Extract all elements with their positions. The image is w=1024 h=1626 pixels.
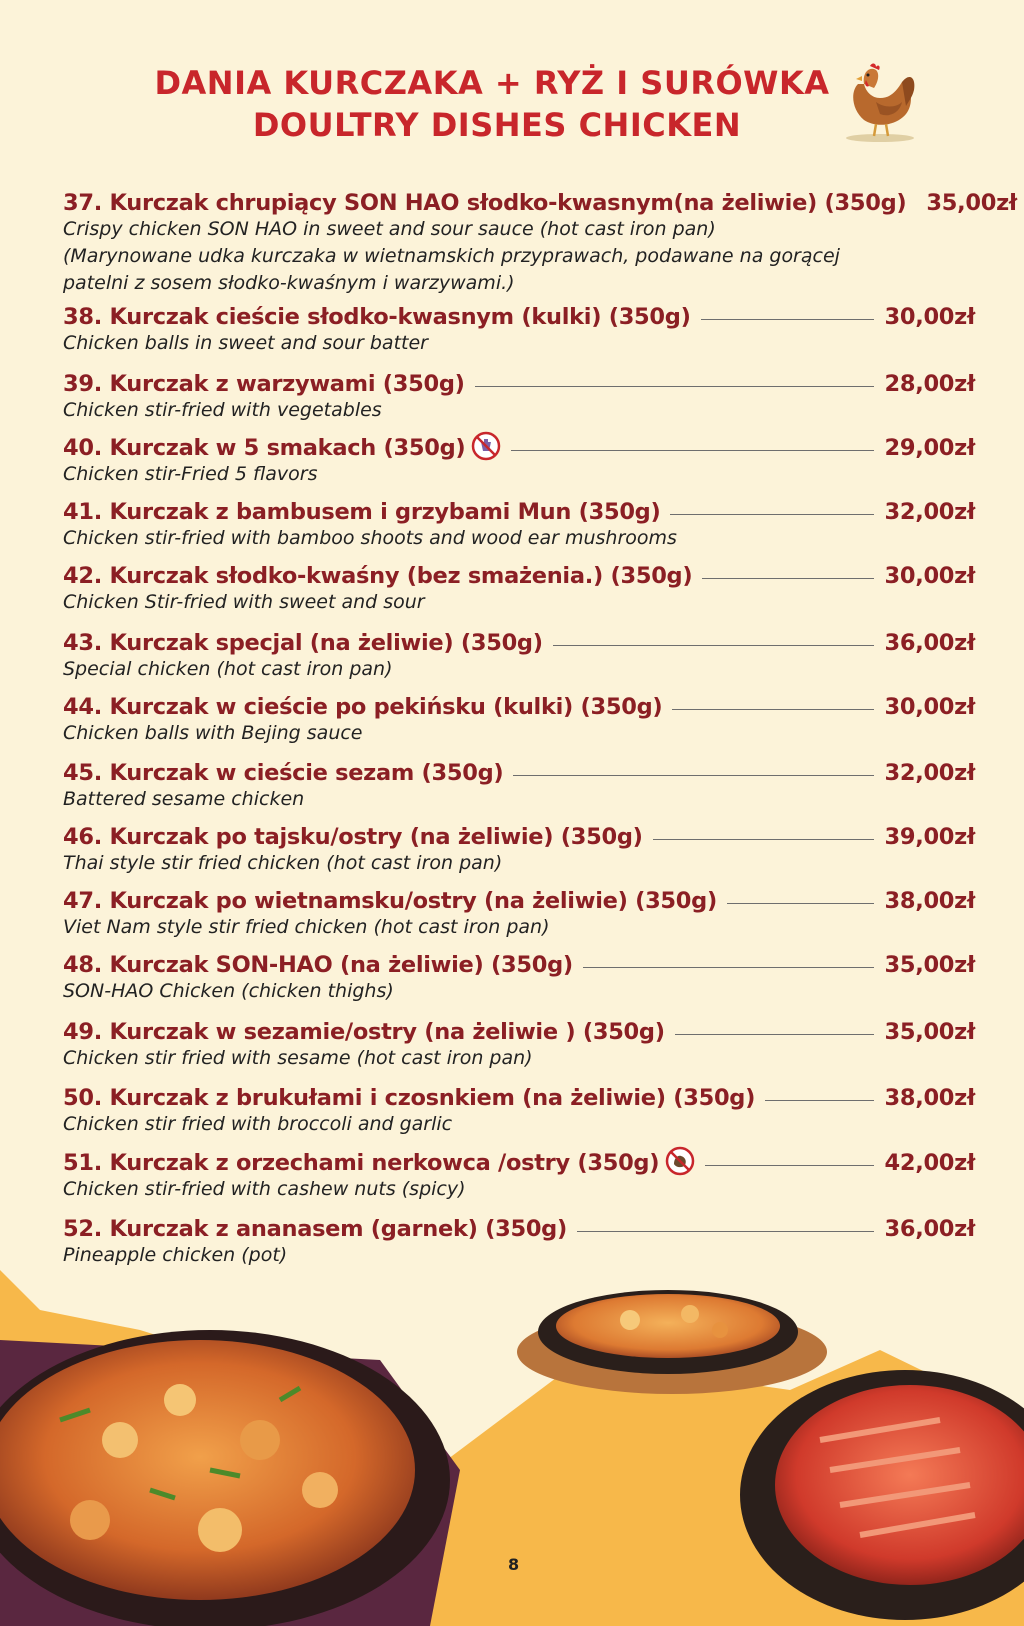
dotted-leader	[727, 903, 875, 904]
item-name: 38. Kurczak cieście słodko-kwasnym (kulki) (350g)	[63, 304, 691, 330]
item-description: Chicken stir-Fried 5 flavors	[63, 463, 318, 485]
item-description: Chicken balls with Bejing sauce	[63, 722, 363, 744]
item-price: 36,00zł	[884, 1216, 975, 1242]
page-subtitle: DOULTRY DISHES CHICKEN	[252, 106, 742, 144]
menu-item	[63, 752, 975, 816]
item-price: 38,00zł	[884, 888, 975, 914]
dotted-leader	[583, 967, 875, 968]
item-description: Crispy chicken SON HAO in sweet and sour sauce (hot cast iron pan)	[63, 218, 716, 240]
dotted-leader	[705, 1165, 874, 1166]
item-description: Viet Nam style stir fried chicken (hot cast iron pan)	[63, 916, 550, 938]
item-name: 49. Kurczak w sezamie/ostry (na żeliwie ) (350g)	[63, 1019, 665, 1045]
item-description: Chicken stir-fried with cashew nuts (spicy)	[63, 1178, 466, 1200]
item-price: 30,00zł	[884, 563, 975, 589]
menu-item	[63, 816, 975, 880]
menu-item	[63, 1142, 975, 1208]
item-price: 30,00zł	[884, 694, 975, 720]
item-name: 43. Kurczak specjal (na żeliwie) (350g)	[63, 630, 543, 656]
menu-item	[63, 622, 975, 686]
item-price: 35,00zł	[926, 190, 1017, 216]
item-name: 40. Kurczak w 5 smakach (350g)	[63, 435, 466, 461]
dotted-leader	[577, 1231, 875, 1232]
item-description: Battered sesame chicken	[63, 788, 305, 810]
item-price: 35,00zł	[884, 952, 975, 978]
item-description: Special chicken (hot cast iron pan)	[63, 658, 393, 680]
item-description: Chicken stir-fried with bamboo shoots and wood ear mushrooms	[63, 527, 677, 549]
item-description: Chicken stir fried with sesame (hot cast iron pan)	[63, 1047, 533, 1069]
item-price: 32,00zł	[884, 760, 975, 786]
dotted-leader	[702, 578, 874, 579]
menu-item	[63, 182, 1017, 296]
page-number: 8	[508, 1555, 520, 1574]
item-name: 45. Kurczak w cieście sezam (350g)	[63, 760, 504, 786]
item-description: Chicken stir fried with broccoli and garlic	[63, 1113, 453, 1135]
menu-item	[63, 427, 975, 491]
item-price: 28,00zł	[884, 371, 975, 397]
item-name: 41. Kurczak z bambusem i grzybami Mun (350g)	[63, 499, 661, 525]
menu-item	[63, 1011, 975, 1077]
item-note: (Marynowane udka kurczaka w wietnamskich przyprawach, podawane na gorącej	[63, 245, 840, 267]
item-price: 30,00zł	[884, 304, 975, 330]
menu-item	[63, 686, 975, 752]
item-price: 36,00zł	[884, 630, 975, 656]
dotted-leader	[672, 709, 874, 710]
item-name: 50. Kurczak z brukułami i czosnkiem (na żeliwie) (350g)	[63, 1085, 756, 1111]
page-title: DANIA KURCZAKA + RYŻ I SURÓWKA	[154, 64, 830, 102]
item-price: 35,00zł	[884, 1019, 975, 1045]
item-description: SON-HAO Chicken (chicken thighs)	[63, 980, 394, 1002]
item-name: 52. Kurczak z ananasem (garnek) (350g)	[63, 1216, 567, 1242]
menu-item	[63, 491, 975, 555]
dotted-leader	[701, 319, 875, 320]
item-price: 38,00zł	[884, 1085, 975, 1111]
no-nut-icon	[665, 1146, 695, 1176]
item-name: 51. Kurczak z orzechami nerkowca /ostry (350g)	[63, 1150, 660, 1176]
item-price: 32,00zł	[884, 499, 975, 525]
menu-item	[63, 363, 975, 427]
item-name: 37. Kurczak chrupiący SON HAO słodko-kwasnym(na żeliwie) (350g)	[63, 190, 907, 216]
item-name: 46. Kurczak po tajsku/ostry (na żeliwie) (350g)	[63, 824, 643, 850]
dotted-leader	[765, 1100, 874, 1101]
menu-item	[63, 1077, 975, 1142]
item-price: 39,00zł	[884, 824, 975, 850]
item-price: 29,00zł	[884, 435, 975, 461]
dotted-leader	[553, 645, 875, 646]
item-description: Chicken stir-fried with vegetables	[63, 399, 382, 421]
dotted-leader	[511, 450, 874, 451]
menu-list	[63, 182, 1017, 1272]
item-price: 42,00zł	[884, 1150, 975, 1176]
item-note: patelni z sosem słodko-kwaśnym i warzywami.)	[63, 272, 515, 294]
menu-item	[63, 880, 975, 944]
dotted-leader	[513, 775, 874, 776]
item-name: 42. Kurczak słodko-kwaśny (bez smażenia.) (350g)	[63, 563, 693, 589]
item-name: 44. Kurczak w cieście po pekińsku (kulki) (350g)	[63, 694, 663, 720]
item-description: Thai style stir fried chicken (hot cast iron pan)	[63, 852, 503, 874]
item-description: Chicken balls in sweet and sour batter	[63, 332, 428, 354]
hen-icon	[840, 62, 920, 144]
dotted-leader	[670, 514, 874, 515]
item-name: 39. Kurczak z warzywami (350g)	[63, 371, 465, 397]
item-name: 47. Kurczak po wietnamsku/ostry (na żeliwie) (350g)	[63, 888, 717, 914]
dotted-leader	[675, 1034, 875, 1035]
menu-item	[63, 944, 975, 1011]
dotted-leader	[475, 386, 875, 387]
menu-item	[63, 296, 975, 363]
no-sauce-icon	[471, 431, 501, 461]
menu-item	[63, 555, 975, 622]
dotted-leader	[653, 839, 875, 840]
menu-item	[63, 1208, 975, 1272]
item-description: Chicken Stir-fried with sweet and sour	[63, 591, 425, 613]
item-name: 48. Kurczak SON-HAO (na żeliwie) (350g)	[63, 952, 573, 978]
item-description: Pineapple chicken (pot)	[63, 1244, 288, 1266]
